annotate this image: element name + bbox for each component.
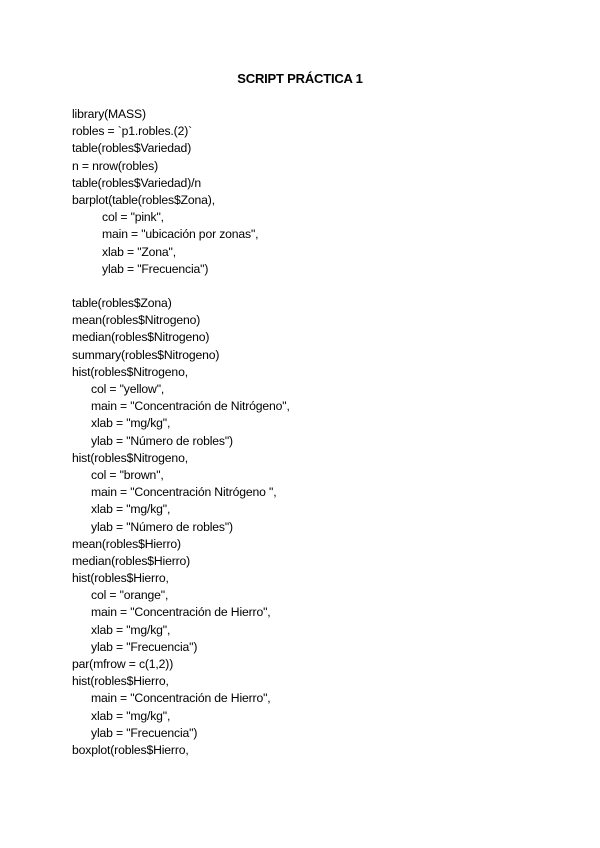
code-line: xlab = "mg/kg", xyxy=(91,622,171,637)
code-line: mean(robles$Nitrogeno) xyxy=(72,313,201,328)
code-line: hist(robles$Nitrogeno, xyxy=(72,364,188,379)
code-line: col = "orange", xyxy=(91,588,169,603)
code-line: xlab = "mg/kg", xyxy=(91,708,171,723)
code-line: xlab = "Zona", xyxy=(102,244,176,259)
code-line: boxplot(robles$Hierro, xyxy=(72,742,189,757)
code-line: hist(robles$Hierro, xyxy=(72,674,169,689)
code-line: table(robles$Zona) xyxy=(72,296,172,311)
code-line: mean(robles$Hierro) xyxy=(72,536,181,551)
code-line: median(robles$Nitrogeno) xyxy=(72,330,210,345)
code-line: table(robles$Variedad)/n xyxy=(72,175,201,190)
code-line: ylab = "Número de robles") xyxy=(91,519,233,534)
code-line: main = "ubicación por zonas", xyxy=(102,227,259,242)
code-line: robles = `p1.robles.(2)` xyxy=(72,124,193,139)
code-block xyxy=(72,106,290,759)
code-line: median(robles$Hierro) xyxy=(72,553,191,568)
code-line: hist(robles$Hierro, xyxy=(72,571,169,586)
code-line: barplot(table(robles$Zona), xyxy=(72,192,215,207)
code-line: xlab = "mg/kg", xyxy=(91,416,171,431)
code-line: ylab = "Frecuencia") xyxy=(91,639,198,654)
code-line: col = "brown", xyxy=(91,467,164,482)
code-line: ylab = "Frecuencia") xyxy=(91,725,198,740)
code-line: ylab = "Frecuencia") xyxy=(102,261,209,276)
code-line: col = "yellow", xyxy=(91,382,165,396)
code-line: main = "Concentración Nitrógeno ", xyxy=(91,485,277,500)
code-line: table(robles$Variedad) xyxy=(72,141,192,156)
code-line: main = "Concentración de Hierro", xyxy=(91,691,271,706)
code-line: summary(robles$Nitrogeno) xyxy=(72,347,220,362)
code-line: ylab = "Número de robles") xyxy=(91,433,233,448)
code-line: xlab = "mg/kg", xyxy=(91,502,171,517)
code-line: n = nrow(robles) xyxy=(72,158,158,173)
code-line: main = "Concentración de Nitrógeno", xyxy=(91,399,290,414)
code-line: col = "pink", xyxy=(102,210,164,225)
code-line: hist(robles$Nitrogeno, xyxy=(72,450,188,465)
document-title: SCRIPT PRÁCTICA 1 xyxy=(237,71,363,86)
code-line: library(MASS) xyxy=(72,107,146,121)
code-line: par(mfrow = c(1,2)) xyxy=(72,657,174,671)
blank-line xyxy=(72,278,290,295)
code-line: main = "Concentración de Hierro", xyxy=(91,605,271,620)
